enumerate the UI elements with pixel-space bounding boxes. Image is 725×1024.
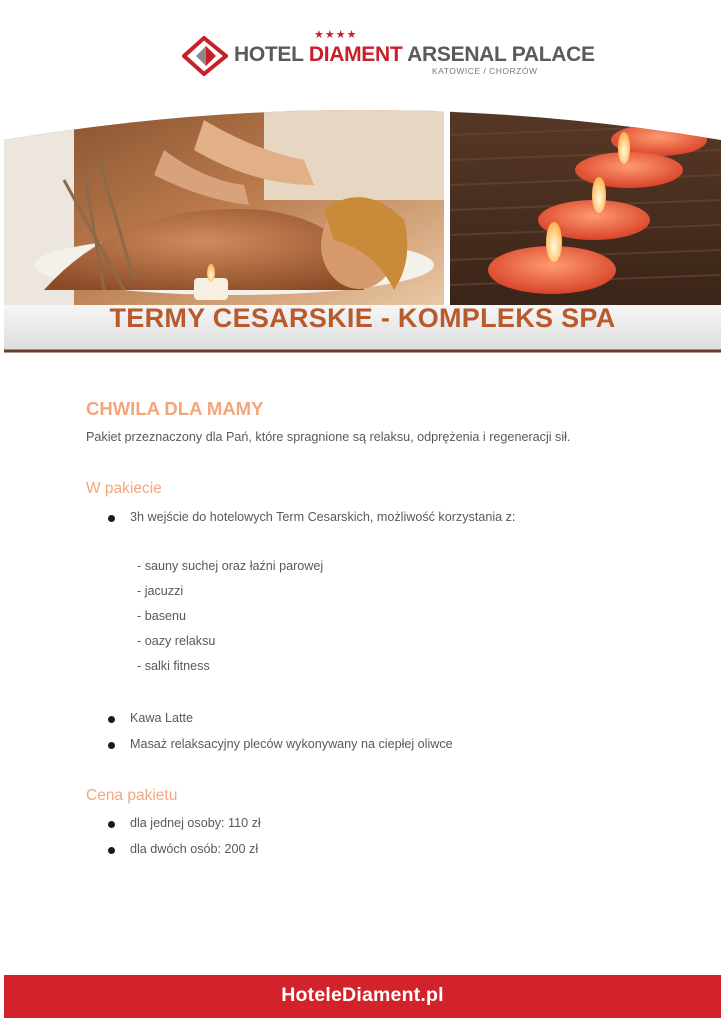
price-heading: Cena pakietu bbox=[86, 787, 178, 804]
sub-item: - basenu bbox=[137, 609, 187, 623]
bullet-icon bbox=[108, 821, 115, 828]
sub-item: - oazy relaksu bbox=[137, 634, 216, 648]
price-item-text: dla jednej osoby: 110 zł bbox=[130, 816, 261, 830]
sub-item: - jacuzzi bbox=[137, 584, 184, 598]
footer-bar bbox=[4, 975, 721, 1018]
package-heading: W pakiecie bbox=[86, 480, 162, 497]
spa-banner bbox=[4, 90, 721, 354]
list-item-text: Kawa Latte bbox=[130, 711, 194, 725]
diamond-logo-icon bbox=[182, 36, 228, 76]
hotel-name bbox=[234, 43, 595, 67]
list-item-text: Masaż relaksacyjny pleców wykonywany na ciepłej oliwce bbox=[130, 737, 453, 751]
list-item-text: 3h wejście do hotelowych Term Cesarskich, możliwość korzystania z: bbox=[130, 510, 516, 524]
bullet-icon bbox=[108, 742, 115, 749]
hotel-stars: ★★★★ bbox=[314, 29, 358, 41]
price-item-text: dla dwóch osób: 200 zł bbox=[130, 842, 259, 856]
offer-intro: Pakiet przeznaczony dla Pań, które spragnione są relaksu, odprężenia i regeneracji sił. bbox=[86, 430, 571, 444]
sub-item: - salki fitness bbox=[137, 659, 210, 673]
bullet-icon bbox=[108, 847, 115, 854]
hotel-logo bbox=[182, 29, 595, 78]
offer-title: CHWILA DLA MAMY bbox=[86, 398, 264, 419]
bullet-icon bbox=[108, 716, 115, 723]
banner-title: TERMY CESARSKIE - KOMPLEKS SPA bbox=[109, 303, 616, 333]
hotel-location: KATOWICE / CHORZÓW bbox=[432, 66, 538, 76]
hotel-word: HOTEL bbox=[234, 43, 304, 66]
hotel-name-rest: ARSENAL PALACE bbox=[407, 43, 595, 66]
footer-site-link[interactable]: HoteleDiament.pl bbox=[281, 984, 444, 1006]
sub-item: - sauny suchej oraz łaźni parowej bbox=[137, 559, 324, 573]
bullet-icon bbox=[108, 515, 115, 522]
brand-word: DIAMENT bbox=[308, 43, 403, 66]
